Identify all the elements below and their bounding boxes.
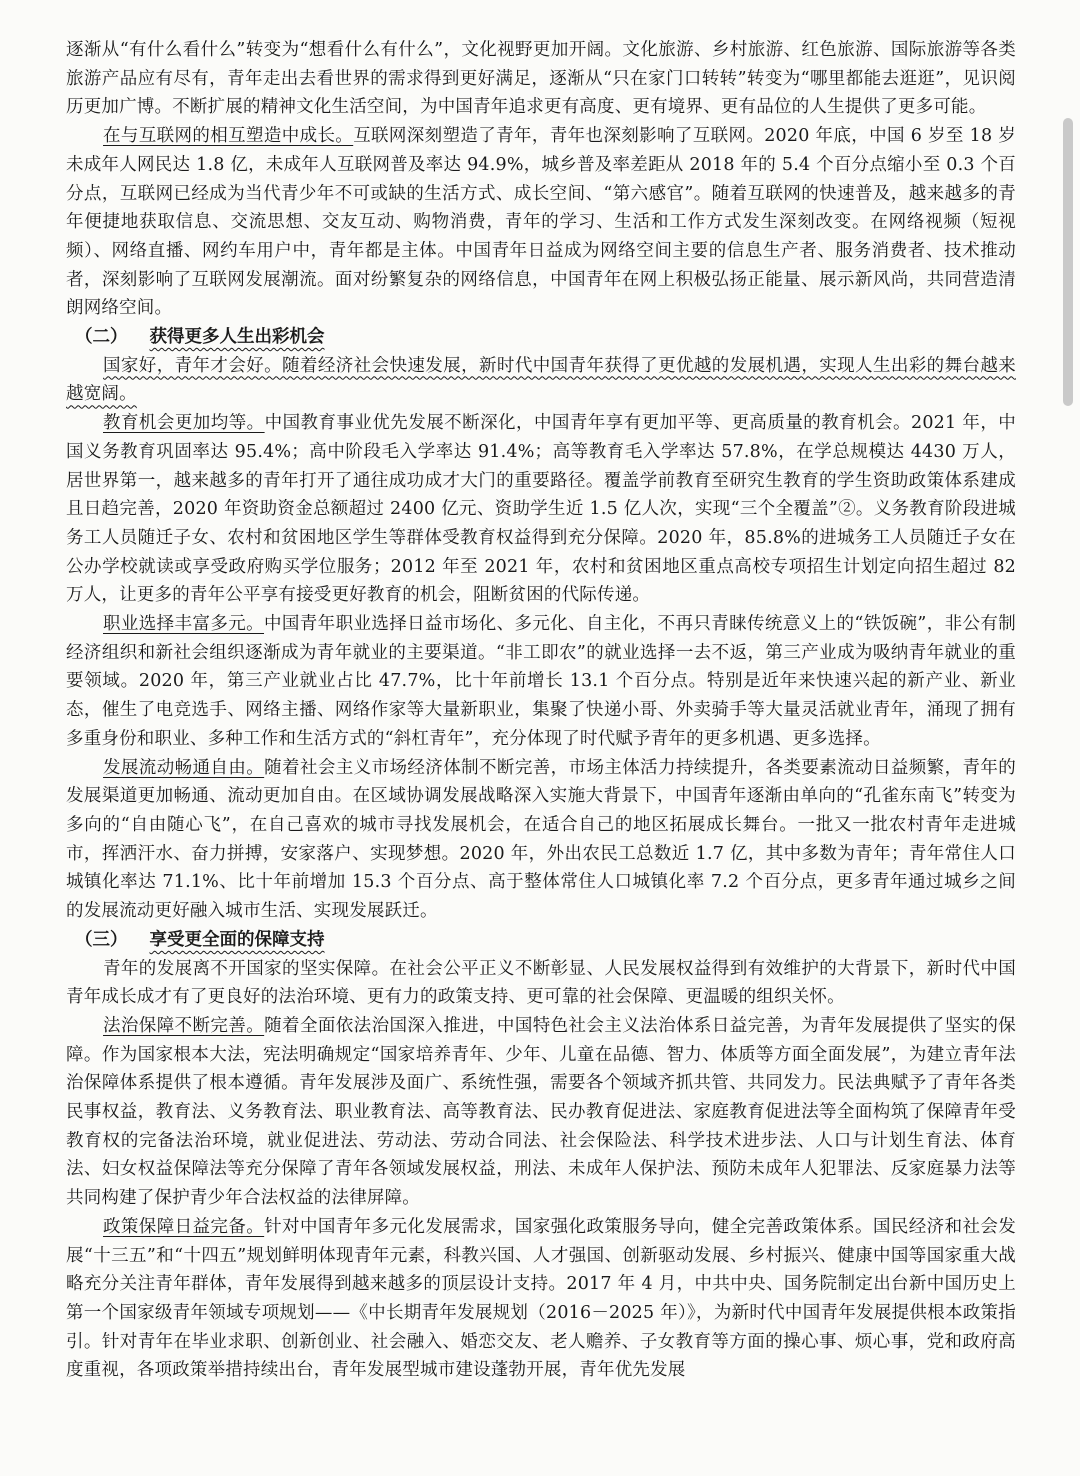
paragraph-career (66, 610, 1016, 754)
section-title: 享受更全面的保障支持 (149, 929, 325, 950)
section-number: （三） (75, 929, 128, 950)
paragraph-text: 互联网深刻塑造了青年，青年也深刻影响了互联网。2020 年底，中国 6 岁至 18 岁未成年人网民达 1.8 亿，未成年人互联网普及率达 94.9%，城乡普及率差距从 2018 年的 5.4 个百分点缩小至 0.3 个百分点，互联网已经成为当代青少年不可或缺的生活方式、成长空间、“第六感官”。随着互联网的快速普及，越来越多的青年便捷地获取信息、交流思想、交友互动、购物消费，青年的学习、生活和工作方式发生深刻改变。在网络视频（短视频）、网络直播、网约车用户中，青年都是主体。中国青年日益成为网络空间主要的信息生产者、服务消费者、技术推动者，深刻影响了互联网发展潮流。面对纷繁复杂的网络信息，中国青年在网上积极弘扬正能量、展示新风尚，共同营造清朗网络空间。 (66, 126, 1016, 319)
paragraph-keyword: 教育机会更加均等。 (103, 413, 265, 434)
paragraph-text: 随着全面依法治国深入推进，中国特色社会主义法治体系日益完善，为青年发展提供了坚实的保障。作为国家根本大法，宪法明确规定“国家培养青年、少年、儿童在品德、智力、体质等方面全面发展”，为建立青年法治保障体系提供了根本遵循。青年发展涉及面广、系统性强，需要各个领域齐抓共管、共同发力。民法典赋予了青年各类民事权益，教育法、义务教育法、职业教育法、高等教育法、民办教育促进法、家庭教育促进法等全面构筑了保障青年受教育权的完备法治环境，就业促进法、劳动法、劳动合同法、社会保险法、科学技术进步法、人口与计划生育法、体育法、妇女权益保障法等充分保障了青年各领域发展权益，刑法、未成年人保护法、预防未成年人犯罪法、反家庭暴力法等共同构建了保护青少年合法权益的法律屏障。 (66, 1015, 1016, 1209)
paragraph-support-intro (66, 955, 1016, 1012)
paragraph-keyword: 政策保障日益完备。 (103, 1216, 265, 1237)
paragraph-keyword: 职业选择丰富多元。 (103, 614, 265, 635)
paragraph-opportunity-intro (66, 352, 1016, 409)
paragraph-education (66, 409, 1016, 610)
section-number: （二） (75, 327, 128, 348)
paragraph-keyword: 法治保障不断完善。 (103, 1015, 265, 1036)
section-heading-3 (66, 926, 1016, 955)
paragraph-text: 青年的发展离不开国家的坚实保障。在社会公平正义不断彰显、人民发展权益得到有效维护的大背景下，新时代中国青年成长成才有了更良好的法治环境、更有力的政策支持、更可靠的社会保障、更温暖的组织关怀。 (66, 958, 1016, 1008)
paragraph-text: 针对中国青年多元化发展需求，国家强化政策服务导向，健全完善政策体系。国民经济和社会发展“十三五”和“十四五”规划鲜明体现青年元素，科教兴国、人才强国、创新驱动发展、乡村振兴、健康中国等国家重大战略充分关注青年群体，青年发展得到越来越多的顶层设计支持。2017 年 4 月，中共中央、国务院制定出台新中国历史上第一个国家级青年领域专项规划——《中长期青年发展规划（2016－2025 年）》，为新时代中国青年发展提供根本政策指引。针对青年在毕业求职、创新创业、社会融入、婚恋交友、老人赡养、子女教育等方面的操心事、烦心事，党和政府高度重视，各项政策举措持续出台，青年发展型城市建设蓬勃开展，青年优先发展 (66, 1216, 1016, 1381)
paragraph-internet (66, 122, 1016, 323)
paragraph-text: 国家好，青年才会好。随着经济社会快速发展，新时代中国青年获得了更优越的发展机遇，实现人生出彩的舞台越来越宽阔。 (66, 355, 1016, 405)
paragraph-text: 中国青年职业选择日益市场化、多元化、自主化，不再只青睐传统意义上的“铁饭碗”，非公有制经济组织和新社会组织逐渐成为青年就业的主要渠道。“非工即农”的就业选择一去不返，第三产业成为吸纳青年就业的重要领域。2020 年，第三产业就业占比 47.7%，比十年前增长 13.1 个百分点。特别是近年来快速兴起的新产业、新业态，催生了电竞选手、网络主播、网络作家等大量新职业，集聚了快递小哥、外卖骑手等大量灵活就业青年，涌现了拥有多重身份和职业、多种工作和生活方式的“斜杠青年”，充分体现了时代赋予青年的更多机遇、更多选择。 (66, 614, 1016, 749)
paragraph-policy (66, 1213, 1016, 1385)
paragraph-legal (66, 1012, 1016, 1213)
paragraph-text: 随着社会主义市场经济体制不断完善，市场主体活力持续提升，各类要素流动日益频繁，青年的发展渠道更加畅通、流动更加自由。在区域协调发展战略深入实施大背景下，中国青年逐渐由单向的“孔雀东南飞”转变为多向的“自由随心飞”，在自己喜欢的城市寻找发展机会，在适合自己的地区拓展成长舞台。一批又一批农村青年走进城市，挥洒汗水、奋力拼搏，安家落户、实现梦想。2020 年，外出农民工总数近 1.7 亿，其中多数为青年；青年常住人口城镇化率达 71.1%、比十年前增加 15.3 个百分点、高于整体常住人口城镇化率 7.2 个百分点，更多青年通过城乡之间的发展流动更好融入城市生活、实现发展跃迁。 (66, 757, 1016, 922)
paragraph-keyword: 发展流动畅通自由。 (103, 757, 265, 778)
paragraph-mobility (66, 754, 1016, 926)
paragraph-keyword: 在与互联网的相互塑造中成长。 (103, 126, 354, 147)
paragraph-text: 中国教育事业优先发展不断深化，中国青年享有更加平等、更高质量的教育机会。2021 年，中国义务教育巩固率达 95.4%；高中阶段毛入学率达 91.4%；高等教育毛入学率达 57.8%，在学总规模达 4430 万人，居世界第一，越来越多的青年打开了通往成功成才大门的重要路径。覆盖学前教育至研究生教育的学生资助政策体系建成且日趋完善，2020 年资助资金总额超过 2400 亿元、资助学生近 1.5 亿人次，实现“三个全覆盖”②。义务教育阶段进城务工人员随迁子女、农村和贫困地区学生等群体受教育权益得到充分保障。2020 年，85.8%的进城务工人员随迁子女在公办学校就读或享受政府购买学位服务；2012 年至 2021 年，农村和贫困地区重点高校专项招生计划定向招生超过 82 万人，让更多的青年公平享有接受更好教育的机会，阻断贫困的代际传递。 (66, 413, 1016, 606)
vertical-scrollbar[interactable] (1063, 118, 1073, 406)
paragraph-culture-life (66, 36, 1016, 122)
section-title: 获得更多人生出彩机会 (149, 327, 325, 348)
paragraph-text: 逐渐从“有什么看什么”转变为“想看什么有什么”，文化视野更加开阔。文化旅游、乡村旅游、红色旅游、国际旅游等各类旅游产品应有尽有，青年走出去看世界的需求得到更好满足，逐渐从“只在家门口转转”转变为“哪里都能去逛逛”，见识阅历更加广博。不断扩展的精神文化生活空间，为中国青年追求更有高度、更有境界、更有品位的人生提供了更多可能。 (66, 40, 1016, 118)
document-page (66, 36, 1016, 1385)
section-heading-2 (66, 323, 1016, 352)
